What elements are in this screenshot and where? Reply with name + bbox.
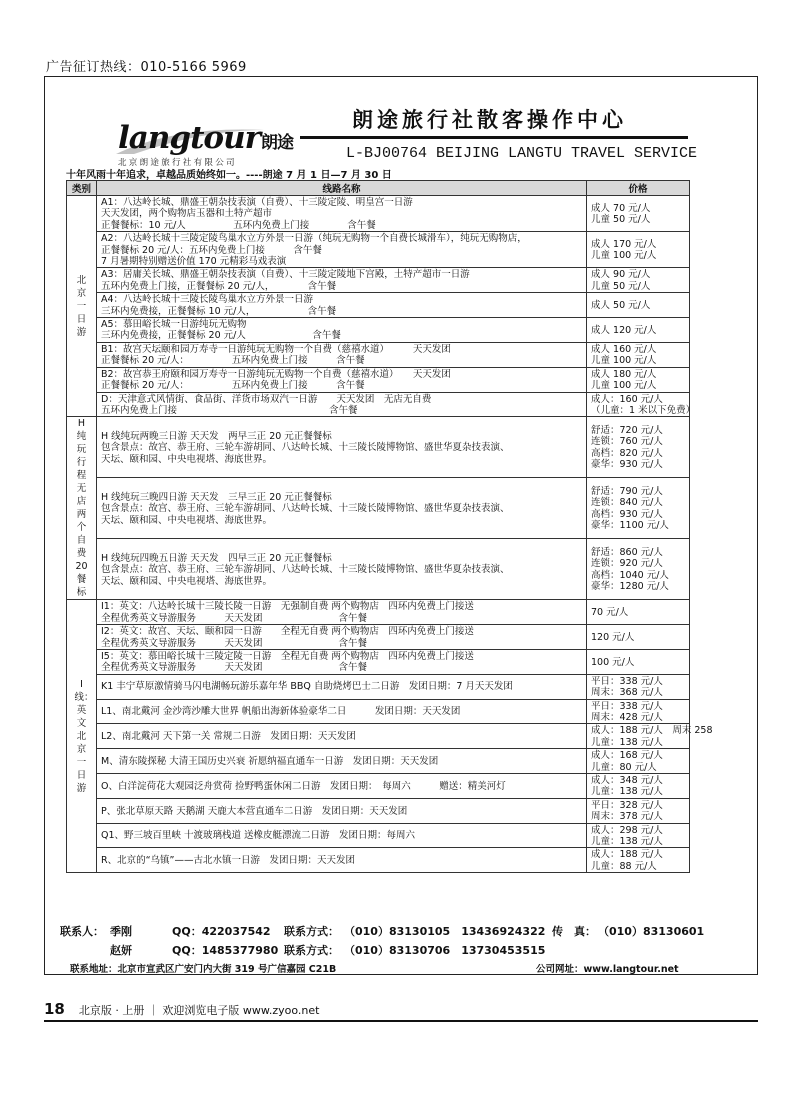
price-line: 成人 120 元/人: [591, 324, 657, 336]
price-cell: [587, 367, 690, 392]
route-cell: [97, 823, 587, 848]
table-row: [67, 478, 690, 539]
price-line: 舒适：790 元/人: [591, 486, 663, 497]
contact-phone-1: （010）83130105 13436924322: [344, 925, 546, 938]
route-line: P、张北草原天路 天鹅湖 天鹿大本营直通车二日游 发团日期：天天发团: [101, 805, 408, 817]
route-line: 包含景点：故宫、恭王府、三轮车游胡同、八达岭长城、十三陵长陵博物馆、盛世华夏杂技表演、: [101, 503, 510, 515]
route-line: 天坛、颐和园、中央电视塔、海底世界。: [101, 514, 273, 526]
price-cell: [587, 674, 690, 699]
price-line: 100 元/人: [591, 656, 635, 668]
price-line: 连锁：840 元/人: [591, 497, 663, 509]
route-line: I1：英文：八达岭长城十三陵长陵一日游 无强制自费 两个购物店 四环内免费上门接送: [101, 601, 474, 613]
price-line: 平日：328 元/人: [591, 799, 663, 811]
table-header-row: [67, 181, 690, 196]
price-line: 成人：168 元/人: [591, 750, 663, 762]
price-line: 舒适：720 元/人: [591, 425, 663, 436]
price-line: 儿童 100 元/人: [591, 250, 657, 262]
route-line: 天坛、颐和园、中央电视塔、海底世界。: [101, 453, 273, 465]
route-line: B1：故宫天坛颐和园万寿寺一日游纯玩无购物一个自费（慈禧水道） 天天发团: [101, 343, 451, 355]
route-cell: [97, 342, 587, 367]
table-body: [67, 196, 713, 873]
route-line: A4：八达岭长城十三陵长陵鸟巢水立方外景一日游: [101, 294, 314, 306]
price-line: 120 元/人: [591, 631, 635, 643]
price-line: 儿童 100 元/人: [591, 380, 657, 392]
route-cell: [97, 478, 587, 539]
route-cell: [97, 392, 587, 417]
route-line: I5：英文：慕田峪长城十三陵定陵一日游 全程无自费 两个购物店 四环内免费上门接送: [101, 650, 474, 662]
price-line: 成人：188 元/人 周末 258: [591, 725, 713, 737]
route-cell: [97, 318, 587, 343]
contact-phone-2: （010）83130706 13730453515: [344, 944, 546, 957]
route-line: 正餐餐标 20 元/人： 五环内免费上门接 含午餐: [101, 355, 365, 367]
header-price: 价格: [587, 181, 690, 196]
table-row: [67, 318, 690, 343]
price-cell: [587, 293, 690, 318]
route-cell: [97, 196, 587, 232]
price-cell: [587, 749, 690, 774]
price-line: 成人 50 元/人: [591, 299, 651, 311]
price-cell: [587, 774, 690, 799]
contact-fax-label: 传 真：: [552, 925, 596, 938]
price-line: 豪华：1100 元/人: [591, 520, 669, 532]
route-cell: [97, 539, 587, 600]
route-cell: [97, 649, 587, 674]
price-line: 成人 180 元/人: [591, 368, 657, 380]
route-line: 包含景点：故宫、恭王府、三轮车游胡同、八达岭长城、十三陵长陵博物馆、盛世华夏杂技表演、: [101, 564, 510, 576]
price-cell: [587, 798, 690, 823]
route-line: R、北京的“乌镇”——古北水镇一日游 发团日期：天天发团: [101, 855, 355, 867]
price-line: 成人：188 元/人: [591, 849, 663, 861]
route-line: 全程优秀英文导游服务 天天发团 含午餐: [101, 662, 368, 674]
route-line: B2：故宫恭王府颐和园万寿寺一日游纯玩无购物一个自费（慈禧水道） 天天发团: [101, 368, 451, 380]
price-line: 70 元/人: [591, 607, 629, 619]
price-line: 舒适：860 元/人: [591, 547, 663, 558]
route-line: 正餐餐标：10 元/人 五环内免费上门接 含午餐: [101, 219, 376, 231]
price-line: 成人 90 元/人: [591, 269, 651, 281]
price-line: 周末：368 元/人: [591, 687, 663, 699]
price-cell: [587, 600, 690, 625]
contact-person-1: 季刚: [110, 925, 132, 938]
table-row: [67, 699, 690, 724]
price-line: 连锁：920 元/人: [591, 558, 663, 570]
table-row: [67, 649, 690, 674]
table-row: [67, 798, 690, 823]
company-name: 朗途旅行社散客操作中心: [352, 107, 627, 132]
contact-phone-label-2: 联系方式：: [284, 944, 339, 957]
price-line: 儿童：80 元/人: [591, 761, 657, 773]
price-line: 平日：338 元/人: [591, 700, 663, 712]
route-line: L2、南北戴河 天下第一关 常规二日游 发团日期：天天发团: [101, 731, 356, 743]
ad-hotline: 广告征订热线：010-5166 5969: [46, 60, 247, 75]
table-row: [67, 600, 690, 625]
route-cell: [97, 367, 587, 392]
table-row: [67, 196, 690, 232]
table-row: [67, 342, 690, 367]
price-line: 儿童：138 元/人: [591, 786, 663, 798]
price-cell: [587, 539, 690, 600]
price-cell: [587, 625, 690, 650]
header-route: 线路名称: [97, 181, 587, 196]
route-cell: [97, 417, 587, 478]
table-row: [67, 367, 690, 392]
price-cell: [587, 848, 690, 873]
route-line: Q1、野三坡百里峡 十渡玻璃栈道 送橡皮艇漂流二日游 发团日期：每周六: [101, 830, 416, 842]
price-cell: [587, 417, 690, 478]
route-cell: [97, 674, 587, 699]
category-cell: [67, 417, 97, 600]
table-row: [67, 774, 690, 799]
page-footer: [44, 1000, 319, 1018]
route-cell: [97, 798, 587, 823]
price-line: 成人 170 元/人: [591, 238, 657, 250]
route-line: K1 丰宁草原激情骑马闪电湖畅玩游乐嘉年华 BBQ 自助烧烤巴士二日游 发团日期：7 月天天发团: [101, 681, 513, 693]
category-cell: [67, 196, 97, 417]
price-cell: [587, 342, 690, 367]
price-cell: [587, 318, 690, 343]
route-line: 包含景点：故宫、恭王府、三轮车游胡同、八达岭长城、十三陵长陵博物馆、盛世华夏杂技表演、: [101, 442, 510, 454]
route-line: 正餐餐标 20 元/人：五环内免费上门接 含午餐: [101, 244, 322, 256]
route-cell: [97, 848, 587, 873]
route-cell: [97, 625, 587, 650]
route-line: 正餐餐标 20 元/人： 五环内免费上门接 含午餐: [101, 380, 365, 392]
price-cell: [587, 823, 690, 848]
category-label: H纯玩行程无店两个自费20餐标: [75, 418, 88, 599]
table-row: [67, 724, 690, 749]
category-cell: [67, 600, 97, 873]
price-line: 成人：348 元/人: [591, 775, 663, 786]
page-number: 18: [44, 1000, 65, 1018]
price-line: 儿童：88 元/人: [591, 860, 657, 872]
license-line: L-BJ00764 BEIJING LANGTU TRAVEL SERVICE: [346, 145, 698, 162]
route-cell: [97, 724, 587, 749]
route-cell: [97, 749, 587, 774]
price-line: 高档：1040 元/人: [591, 569, 669, 581]
price-line: 儿童：138 元/人: [591, 736, 663, 748]
table-row: [67, 293, 690, 318]
contact-person-2: 赵妍: [110, 944, 132, 957]
route-line: 天天发团，两个购物店玉器和土特产超市: [101, 208, 273, 220]
table-row: [67, 417, 690, 478]
route-line: A5：慕田峪长城一日游纯玩无购物: [101, 319, 247, 331]
route-cell: [97, 232, 587, 268]
route-line: M、清东陵探秘 大清王国历史兴衰 祈愿纳福直通车一日游 发团日期：天天发团: [101, 755, 439, 767]
route-line: 三环内免费接，正餐餐标 10 元/人， 含午餐: [101, 305, 337, 317]
price-line: 高档：930 元/人: [591, 508, 663, 520]
route-line: 全程优秀英文导游服务 天天发团 含午餐: [101, 637, 368, 649]
table-row: [67, 392, 690, 417]
price-cell: [587, 392, 696, 417]
price-cell: [587, 268, 690, 293]
footer-rule: [44, 1020, 758, 1022]
logo-subtitle: 北京朗途旅行社有限公司: [118, 158, 237, 168]
route-cell: [97, 293, 587, 318]
price-cell: [587, 649, 690, 674]
price-line: 周末：378 元/人: [591, 811, 663, 823]
route-line: L1、南北戴河 金沙湾沙雕大世界 帆船出海新体验豪华二日 发团日期：天天发团: [101, 706, 461, 718]
price-line: 成人：298 元/人: [591, 824, 663, 836]
route-line: 7 月暑期特别赠送价值 170 元精彩马戏表演: [101, 256, 287, 268]
route-line: A2：八达岭长城十三陵定陵鸟巢水立方外景一日游（纯玩无购物一个自费长城滑车），纯玩无购物店，: [101, 233, 527, 245]
table-row: [67, 674, 690, 699]
route-line: A3：居庸关长城、鼎盛王朝杂技表演（自费）、十三陵定陵地下宫殿，土特产超市一日游: [101, 269, 470, 281]
category-label: 北京一日游: [76, 274, 87, 338]
price-line: 儿童：138 元/人: [591, 836, 663, 848]
route-line: 五环内免费上门接，正餐餐标 20 元/人， 含午餐: [101, 280, 337, 292]
price-line: 儿童 50 元/人: [591, 214, 651, 226]
price-line: 豪华：930 元/人: [591, 459, 663, 471]
contact-phone-label-1: 联系方式：: [284, 925, 339, 938]
contact-qq-1: QQ：422037542: [172, 925, 271, 938]
route-line: 五环内免费上门接 含午餐: [101, 404, 358, 416]
price-line: 成人 70 元/人: [591, 202, 651, 214]
route-line: 天坛、颐和园、中央电视塔、海底世界。: [101, 575, 273, 587]
price-line: 儿童 50 元/人: [591, 280, 651, 292]
price-cell: [587, 724, 713, 749]
price-cell: [587, 196, 690, 232]
price-cell: [587, 699, 690, 724]
table-row: [67, 232, 690, 268]
price-line: （儿童：1 米以下免费）: [591, 404, 696, 416]
footer-text: 北京版 · 上册 ｜ 欢迎浏览电子版 www.zyoo.net: [78, 1004, 320, 1017]
route-line: 三环内免费接，正餐餐标 20 元/人 含午餐: [101, 330, 341, 342]
logo-wordmark: langtour: [118, 120, 260, 156]
price-line: 平日：338 元/人: [591, 675, 663, 687]
company-logo: [118, 120, 306, 168]
route-line: H 线纯玩三晚四日游 天天发 三早三正 20 元正餐餐标: [101, 491, 332, 503]
price-line: 成人：160 元/人: [591, 393, 663, 405]
price-line: 豪华：1280 元/人: [591, 581, 669, 593]
route-line: H 线纯玩四晚五日游 天天发 四早三正 20 元正餐餐标: [101, 552, 332, 564]
category-label: I线：英文北京一日游: [74, 678, 94, 794]
table-row: [67, 823, 690, 848]
tour-price-table: [66, 180, 713, 873]
price-line: 成人 160 元/人: [591, 343, 657, 355]
route-line: A1：八达岭长城、鼎盛王朝杂技表演（自费）、十三陵定陵、明皇宫一日游: [101, 197, 413, 208]
contact-fax: （010）83130601: [598, 925, 705, 938]
header-category: 类别: [67, 181, 97, 196]
price-cell: [587, 232, 690, 268]
route-line: D：天津意式风情街、食品街、洋货市场双汽一日游 天天发团 无店无自费: [101, 393, 432, 405]
route-cell: [97, 699, 587, 724]
route-cell: [97, 600, 587, 625]
table-row: [67, 268, 690, 293]
price-line: 儿童 100 元/人: [591, 355, 657, 367]
price-line: 连锁：760 元/人: [591, 436, 663, 448]
contact-qq-2: QQ：1485377980: [172, 944, 279, 957]
logo-chinese: 朗途: [260, 133, 293, 153]
route-line: O、白洋淀荷花大观园泛舟赏荷 捡野鸭蛋休闲二日游 发团日期： 每周六 赠送：精美河灯: [101, 780, 506, 792]
contact-address: 联系地址：北京市宣武区广安门内大街 319 号广信嘉园 C21B: [70, 964, 337, 975]
table-row: [67, 749, 690, 774]
table-row: [67, 848, 690, 873]
price-cell: [587, 478, 690, 539]
table-row: [67, 625, 690, 650]
price-line: 周末：428 元/人: [591, 711, 663, 723]
route-cell: [97, 268, 587, 293]
table-row: [67, 539, 690, 600]
company-website[interactable]: 公司网址：www.langtour.net: [536, 964, 679, 975]
route-cell: [97, 774, 587, 799]
route-line: 全程优秀英文导游服务 天天发团 含午餐: [101, 612, 368, 624]
price-line: 高档：820 元/人: [591, 447, 663, 459]
route-line: I2：英文：故宫、天坛、颐和园一日游 全程无自费 两个购物店 四环内免费上门接送: [101, 626, 474, 638]
contact-label: 联系人：: [60, 925, 104, 938]
route-line: H 线纯玩两晚三日游 天天发 两早三正 20 元正餐餐标: [101, 430, 332, 442]
slogan: 十年风雨十年追求，卓越品质始终如一。----朗途 7 月 1 日—7 月 30 日: [66, 170, 392, 181]
title-rule: [300, 136, 688, 139]
